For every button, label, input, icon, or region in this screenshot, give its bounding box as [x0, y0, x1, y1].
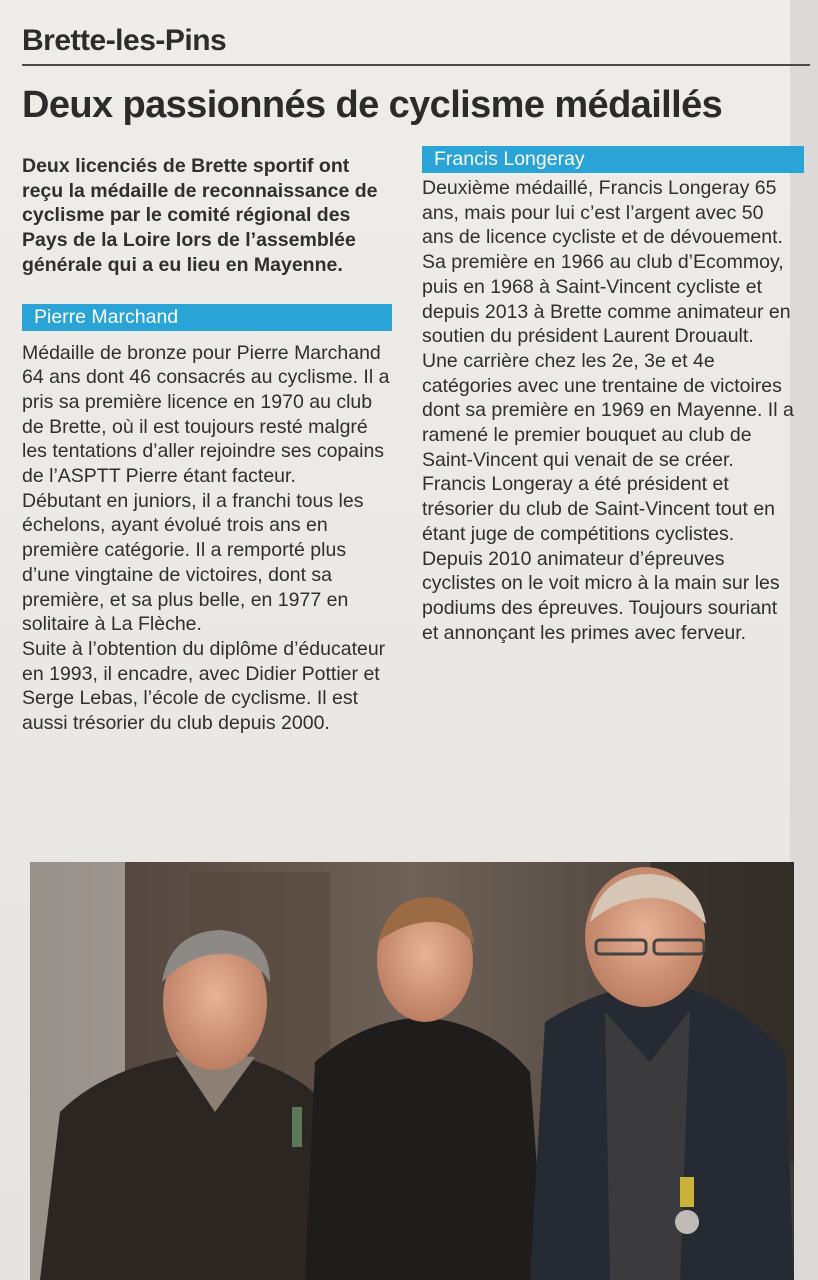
- left-column: [22, 154, 392, 736]
- left-paragraph: Médaille de bronze pour Pierre Marchand 64 ans dont 46 consacrés au cyclisme. Il a pris sa première licence en 1970 au club de Brette, où il est toujours resté malgré les tentations d’aller rejoindre ses copains de l’ASPTT Pierre étant facteur.: [22, 341, 390, 488]
- left-paragraph: Suite à l’obtention du diplôme d’éducateur en 1993, il encadre, avec Didier Pottier et Serge Lebas, l’école de cyclisme. Il est aussi trésorier du club depuis 2000.: [22, 637, 386, 735]
- adjacent-column-bleed: [790, 0, 818, 1280]
- subheading-francis-longeray: Francis Longeray: [422, 146, 804, 173]
- right-paragraph: Une carrière chez les 2e, 3e et 4e catégories avec une trentaine de victoires dont sa première en 1969 en Mayenne. Il a ramené le premier bouquet au club de Saint-Vincent qui venait de se créer.: [422, 349, 794, 471]
- section-divider: [22, 64, 810, 66]
- subheading-pierre-marchand: Pierre Marchand: [22, 304, 392, 331]
- right-column: [422, 176, 794, 645]
- section-label: Brette-les-Pins: [22, 24, 227, 57]
- article-lead: Deux licenciés de Brette sportif ont reçu la médaille de reconnaissance de cyclisme par le comité régional des Pays de la Loire lors de l’assemblée générale qui a eu lieu en Mayenne.: [22, 155, 378, 276]
- right-paragraph: Deuxième médaillé, Francis Longeray 65 ans, mais pour lui c’est l’argent avec 50 ans de licence cycliste et de dévouement. Sa première en 1966 au club d’Ecommoy, puis en 1968 à Saint-Vincent cycliste et depuis 2013 à Brette comme animateur en soutien du président Laurent Drouault.: [422, 177, 791, 348]
- right-paragraph: Francis Longeray a été président et trésorier du club de Saint-Vincent tout en étant juge de compétitions cyclistes. Depuis 2010 animateur d’épreuves cyclistes on le voit micro à la main sur les podiums des épreuves. Toujours souriant et annonçant les primes avec ferveur.: [422, 473, 780, 644]
- article-photo: [30, 862, 794, 1280]
- article-headline: Deux passionnés de cyclisme médaillés: [22, 84, 723, 126]
- left-paragraph: Débutant en juniors, il a franchi tous les échelons, ayant évolué trois ans en première catégorie. Il a remporté plus d’une vingtaine de victoires, dont sa première, et sa plus belle, en 1977 en solitaire à La Flèche.: [22, 489, 364, 636]
